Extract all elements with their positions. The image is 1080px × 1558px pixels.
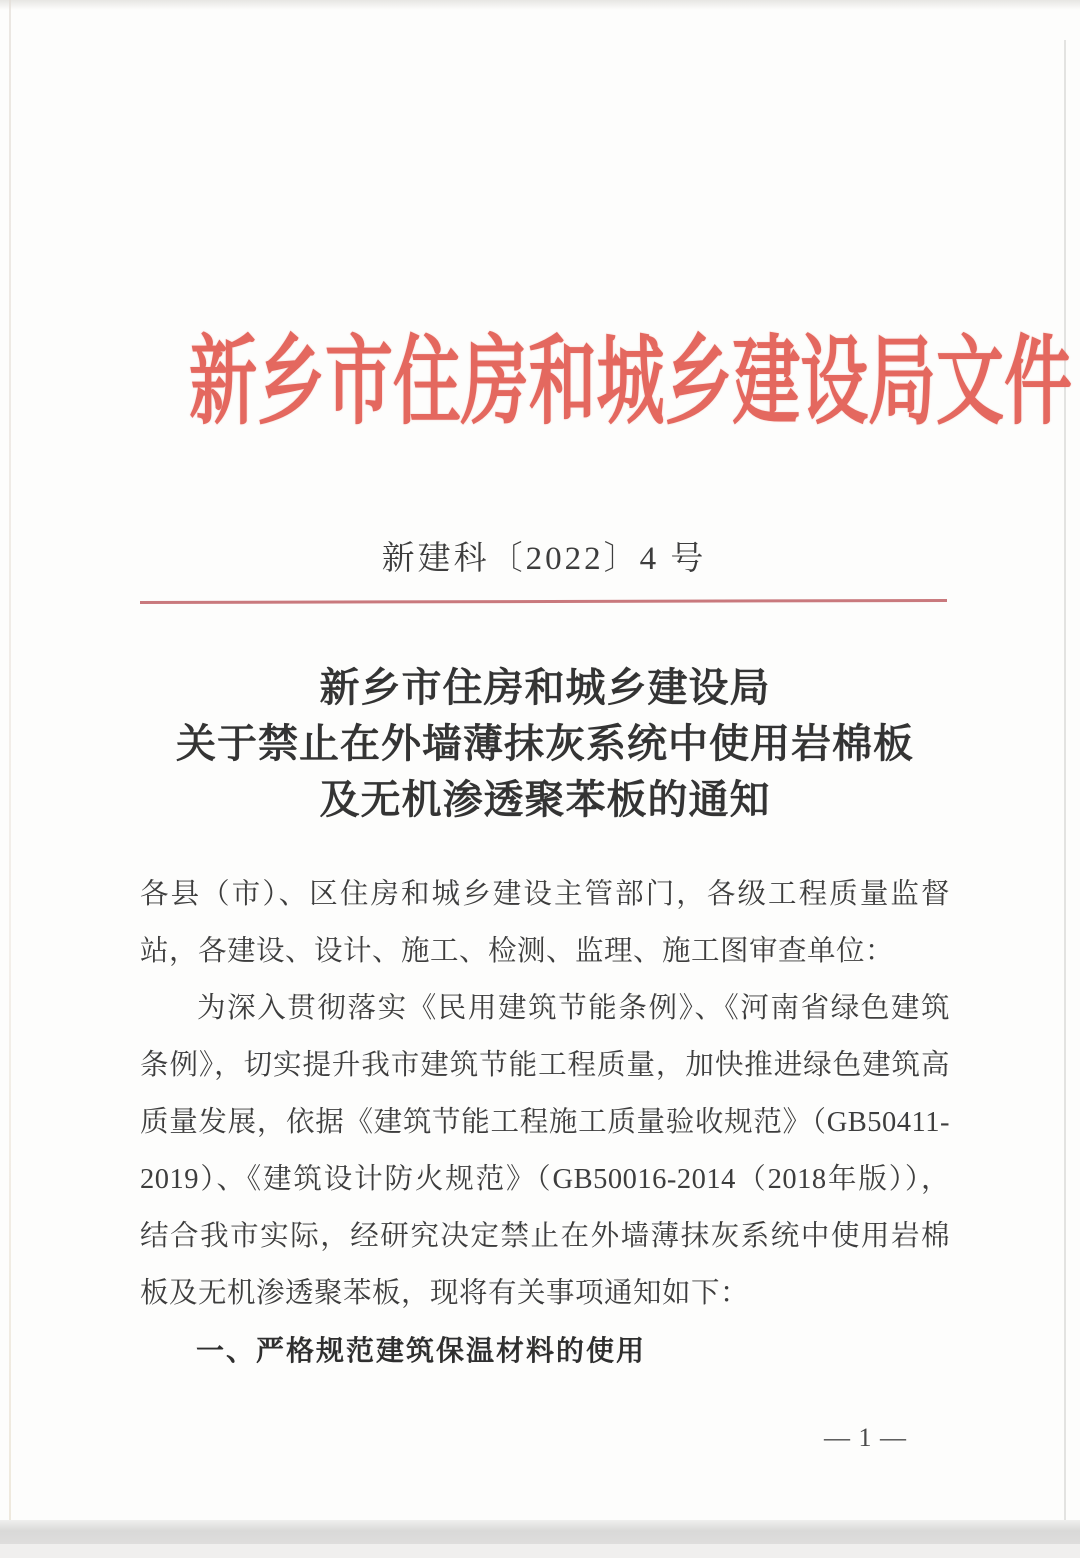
photo-top-edge: [0, 0, 1080, 10]
agency-letterhead-text: 新乡市住房和城乡建设局文件: [189, 329, 1072, 436]
document-reference-number: 新建科〔2022〕4 号: [381, 541, 707, 577]
title-line-3: 及无机渗透聚苯板的通知: [319, 777, 771, 822]
page-number: — 1 —: [824, 1423, 907, 1452]
paper-right-edge: [1064, 40, 1066, 1528]
recipients-paragraph: 各县（市）、区住房和城乡建设主管部门，各级工程质量监督站，各建设、设计、施工、检测、监理、施工图审查单位：: [140, 879, 950, 967]
agency-letterhead-banner: [0, 330, 1080, 440]
paper-bottom-edge-shadow: [0, 1520, 1080, 1544]
document-body: [140, 866, 950, 1379]
paper-left-edge: [9, 0, 11, 1558]
section-1-heading: 一、严格规范建筑保温材料的使用: [196, 1335, 647, 1366]
red-divider-line: [140, 599, 947, 604]
title-line-2: 关于禁止在外墙薄抹灰系统中使用岩棉板: [176, 721, 914, 766]
body-paragraph-1: 为深入贯彻落实《民用建筑节能条例》、《河南省绿色建筑条例》，切实提升我市建筑节能工程质量，加快推进绿色建筑高质量发展，依据《建筑节能工程施工质量验收规范》（GB50411-2019）、《建筑设计防火规范》（GB50016-2014（2018年版）），结合我市实际，经研究决定禁止在外墙薄抹灰系统中使用岩棉板及无机渗透聚苯板，现将有关事项通知如下：: [140, 993, 950, 1309]
title-line-1: 新乡市住房和城乡建设局: [319, 665, 771, 710]
photo-background-below-page: [0, 1544, 1080, 1558]
document-title: [100, 660, 990, 828]
